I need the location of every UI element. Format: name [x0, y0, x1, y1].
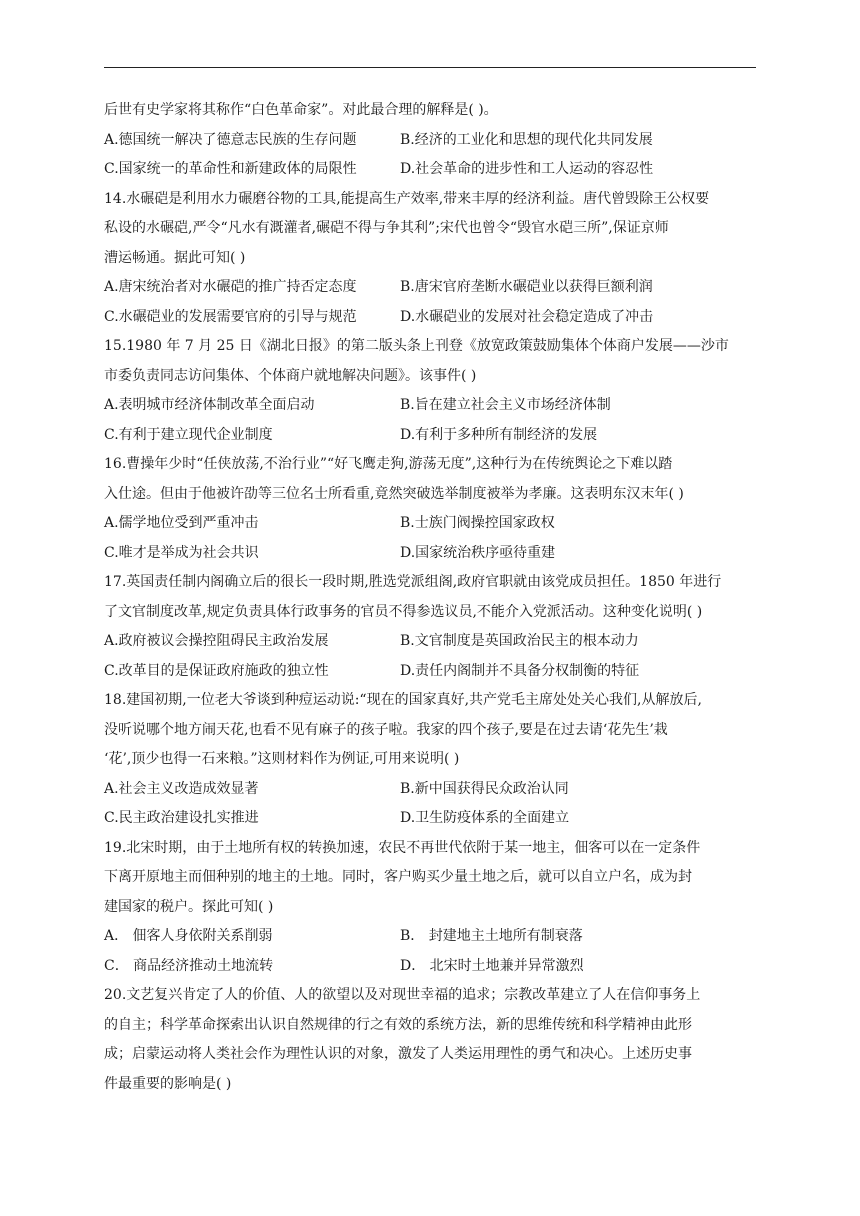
answer-option: A.德国统一解决了德意志民族的生存问题	[104, 131, 357, 148]
question-text-line: 16.曹操年少时“任侠放荡,不治行业”“好飞鹰走狗,游荡无度”,这种行为在传统舆论之下难以踏	[104, 456, 673, 472]
answer-option: C． 商品经济推动土地流转	[104, 957, 274, 974]
answer-options-row	[104, 391, 764, 421]
answer-options-row	[104, 421, 764, 451]
answer-options-row	[104, 126, 764, 156]
answer-options-row	[104, 273, 764, 303]
question-text-line: 建国家的税户。探此可知( )	[104, 898, 274, 915]
question-text-line: 没听说哪个地方闹天花,也看不见有麻子的孩子啦。我家的四个孩子,要是在过去请‘花先生’栽	[104, 721, 668, 738]
answer-option: C.唯才是举成为社会共识	[104, 544, 259, 561]
answer-option: D.责任内阁制并不具备分权制衡的特征	[400, 662, 640, 679]
question-text-line: 件最重要的影响是( )	[104, 1075, 232, 1092]
question-text-line: 14.水碾硙是利用水力碾磨谷物的工具,能提高生产效率,带来丰厚的经济利益。唐代曾毁除王公权要	[104, 190, 710, 207]
answer-option: C.有利于建立现代企业制度	[104, 426, 273, 443]
question-text-line: 19.北宋时期，由于土地所有权的转换加速，农民不再世代依附于某一地主，佃客可以在一定条件	[104, 839, 701, 856]
question-text-line: 成；启蒙运动将人类社会作为理性认识的对象，激发了人类运用理性的勇气和决心。上述历史事	[104, 1046, 692, 1062]
answer-option: C.水碾硙业的发展需要官府的引导与规范	[104, 308, 357, 325]
answer-option: B.经济的工业化和思想的现代化共同发展	[400, 131, 653, 148]
answer-option: D.有利于多种所有制经济的发展	[400, 426, 598, 443]
answer-option: A.政府被议会操控阻碍民主政治发展	[104, 633, 329, 649]
question-text-line: 20.文艺复兴肯定了人的价值、人的欲望以及对现世幸福的追求；宗教改革建立了人在信仰事务上	[104, 987, 701, 1003]
answer-option: B.士族门阀操控国家政权	[400, 515, 555, 531]
answer-option: B.新中国获得民众政治认同	[400, 780, 569, 797]
answer-option: B.文官制度是英国政治民主的根本动力	[400, 633, 639, 649]
question-text-line: 市委负责同志访问集体、个体商户就地解决问题》。该事件( )	[104, 367, 477, 384]
answer-options-row	[104, 657, 764, 687]
answer-option: B.旨在建立社会主义市场经济体制	[400, 397, 611, 413]
answer-option: D.水碾硙业的发展对社会稳定造成了冲击	[400, 308, 654, 325]
answer-options-row	[104, 952, 764, 982]
question-text-line: 下离开原地主而佃种别的地主的土地。同时，客户购买少量土地之后，就可以自立户名，成为封	[104, 869, 692, 885]
question-text-line: 17.英国责任制内阁确立后的很长一段时期,胜选党派组阁,政府官职就由该党成员担任。1850 年进行	[104, 574, 722, 590]
question-text-line: 入仕途。但由于他被许劭等三位名士所看重,竟然突破选举制度被举为孝廉。这表明东汉末年( )	[104, 485, 684, 502]
header-rule	[104, 67, 756, 68]
question-text-line: 的自主；科学革命探索出认识自然规律的行之有效的系统方法，新的思维传统和科学精神由此形	[104, 1016, 692, 1033]
answer-option: D.卫生防疫体系的全面建立	[400, 810, 570, 826]
answer-option: B.唐宋官府垄断水碾硙业以获得巨额利润	[400, 279, 653, 295]
answer-option: D． 北宋时土地兼并异常激烈	[400, 957, 584, 974]
answer-option: A.社会主义改造成效显著	[104, 780, 259, 797]
answer-option: C.改革目的是保证政府施政的独立性	[104, 662, 329, 679]
answer-options-row	[104, 509, 764, 539]
answer-option: A.唐宋统治者对水碾硙的推广持否定态度	[104, 279, 357, 295]
answer-option: D.国家统治秩序亟待重建	[400, 544, 556, 561]
answer-option: C.国家统一的革命性和新建政体的局限性	[104, 161, 357, 177]
answer-options-row	[104, 804, 764, 834]
question-text-line: 18.建国初期,一位老大爷谈到种痘运动说:“现在的国家真好,共产党毛主席处处关心我们,从解放后,	[104, 692, 702, 708]
answer-options-row	[104, 155, 764, 185]
question-text-line: 私设的水碾硙,严令“凡水有溉灌者,碾硙不得与争其利”;宋代也曾令“毁官水硙三所”,保证京师	[104, 220, 669, 236]
answer-options-row	[104, 922, 764, 952]
question-text-line: 了文官制度改革,规定负责具体行政事务的官员不得参选议员,不能介入党派活动。这种变化说明( )	[104, 603, 703, 620]
answer-option: C.民主政治建设扎实推进	[104, 810, 259, 826]
answer-options-row	[104, 775, 764, 805]
answer-options-row	[104, 539, 764, 569]
answer-option: B． 封建地主土地所有制衰落	[400, 928, 583, 944]
answer-option: A.儒学地位受到严重冲击	[104, 515, 259, 531]
answer-option: D.社会革命的进步性和工人运动的容忍性	[400, 161, 654, 177]
answer-options-row	[104, 627, 764, 657]
answer-option: A． 佃客人身依附关系削弱	[104, 928, 273, 944]
answer-option: A.表明城市经济体制改革全面启动	[104, 397, 315, 413]
document-body	[104, 96, 764, 1099]
question-text-line: 漕运畅通。据此可知( )	[104, 249, 246, 266]
answer-options-row	[104, 303, 764, 333]
question-text-line: 15.1980 年 7 月 25 日《湖北日报》的第二版头条上刊登《放宽政策鼓励集体个体商户发展——沙市	[104, 338, 729, 354]
question-text-line: 后世有史学家将其称作“白色革命家”。对此最合理的解释是( )。	[104, 102, 498, 118]
question-text-line: ‘花’,顶少也得一石来粮。”这则材料作为例证,可用来说明( )	[104, 751, 460, 767]
